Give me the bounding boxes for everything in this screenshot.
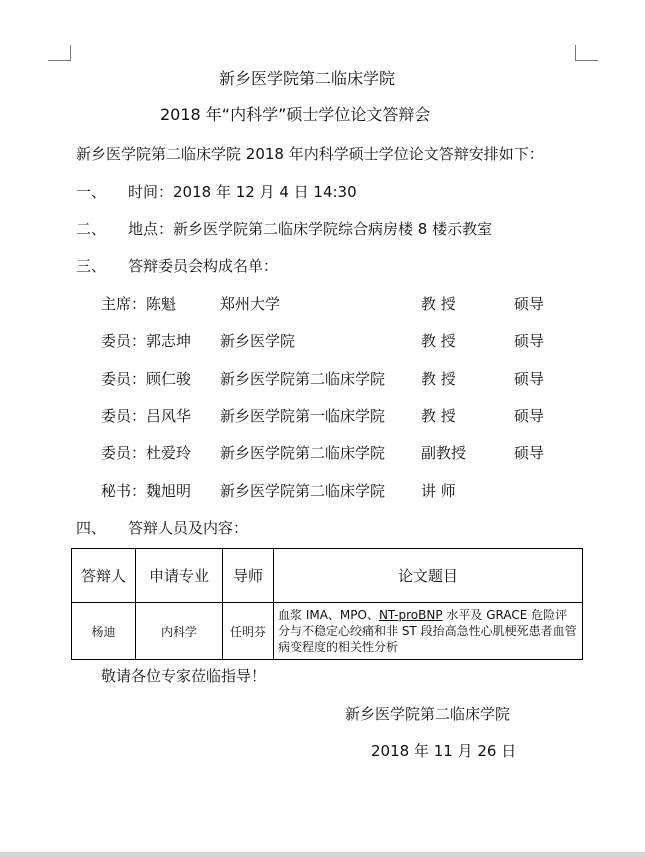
committee-name: 委员：杜爱玲 (101, 444, 192, 462)
committee-type: 硕导 (514, 444, 545, 462)
table-header-row (72, 549, 583, 603)
committee-rank: 讲 师 (421, 482, 456, 500)
thesis-title-part: 血浆 IMA、MPO、 (278, 608, 379, 622)
student-cell: 杨迪 (72, 603, 136, 660)
committee-name: 主席：陈魁 (101, 295, 177, 313)
closing-text: 敬请各位专家莅临指导！ (101, 667, 267, 685)
committee-org: 新乡医学院第二临床学院 (220, 482, 386, 500)
committee-org: 郑州大学 (220, 295, 281, 313)
signature-date: 2018 年 11 月 26 日 (371, 742, 517, 760)
thesis-title-underlined: NT-proBNP (378, 608, 443, 622)
committee-name: 委员：顾仁骏 (101, 370, 192, 388)
defense-table (71, 548, 583, 660)
section-4-num: 四、 (76, 519, 107, 537)
signature-org: 新乡医学院第二临床学院 (345, 705, 511, 723)
crop-mark-top-left (48, 45, 71, 61)
major-cell: 内科学 (136, 603, 223, 660)
committee-type: 硕导 (514, 332, 545, 350)
committee-org: 新乡医学院第一临床学院 (220, 407, 386, 425)
committee-rank: 教 授 (421, 407, 456, 425)
committee-name: 委员：郭志坤 (101, 332, 192, 350)
doc-subtitle: 2018 年“内科学”硕士学位论文答辩会 (160, 105, 431, 124)
table-header-cell: 论文题目 (274, 549, 583, 603)
section-2-text: 地点：新乡医学院第二临床学院综合病房楼 8 楼示教室 (128, 220, 493, 238)
section-2-num: 二、 (76, 220, 107, 238)
section-3-num: 三、 (76, 257, 107, 275)
committee-rank: 教 授 (421, 370, 456, 388)
committee-name: 委员：吕风华 (101, 407, 192, 425)
table-header-cell: 导师 (223, 549, 274, 603)
committee-org: 新乡医学院第二临床学院 (220, 444, 386, 462)
intro-text: 新乡医学院第二临床学院 2018 年内科学硕士学位论文答辩安排如下： (76, 145, 544, 163)
crop-mark-top-right (575, 45, 598, 61)
committee-type: 硕导 (514, 370, 545, 388)
advisor-cell: 任明芬 (223, 603, 274, 660)
committee-rank: 教 授 (421, 295, 456, 313)
section-1-num: 一、 (76, 183, 107, 201)
section-4-text: 答辩人员及内容： (128, 519, 249, 537)
page-bottom-edge (0, 852, 645, 857)
table-header-cell: 答辩人 (72, 549, 136, 603)
committee-rank: 教 授 (421, 332, 456, 350)
committee-org: 新乡医学院 (220, 332, 296, 350)
doc-title: 新乡医学院第二临床学院 (219, 69, 396, 88)
table-row (72, 603, 583, 660)
committee-org: 新乡医学院第二临床学院 (220, 370, 386, 388)
thesis-title-cell (274, 603, 583, 660)
section-1-text: 时间：2018 年 12 月 4 日 14:30 (128, 183, 357, 201)
section-3-text: 答辩委员会构成名单： (128, 257, 279, 275)
committee-name: 秘书：魏旭明 (101, 482, 192, 500)
committee-type: 硕导 (514, 295, 545, 313)
committee-rank: 副教授 (421, 444, 467, 462)
table-header-cell: 申请专业 (136, 549, 223, 603)
committee-type: 硕导 (514, 407, 545, 425)
thesis-title-part: 水平及 GRACE 危险评分与不稳定心绞痛和非 ST 段抬高急性心肌梗死患者血管病变程度的相关性分析 (278, 608, 577, 654)
